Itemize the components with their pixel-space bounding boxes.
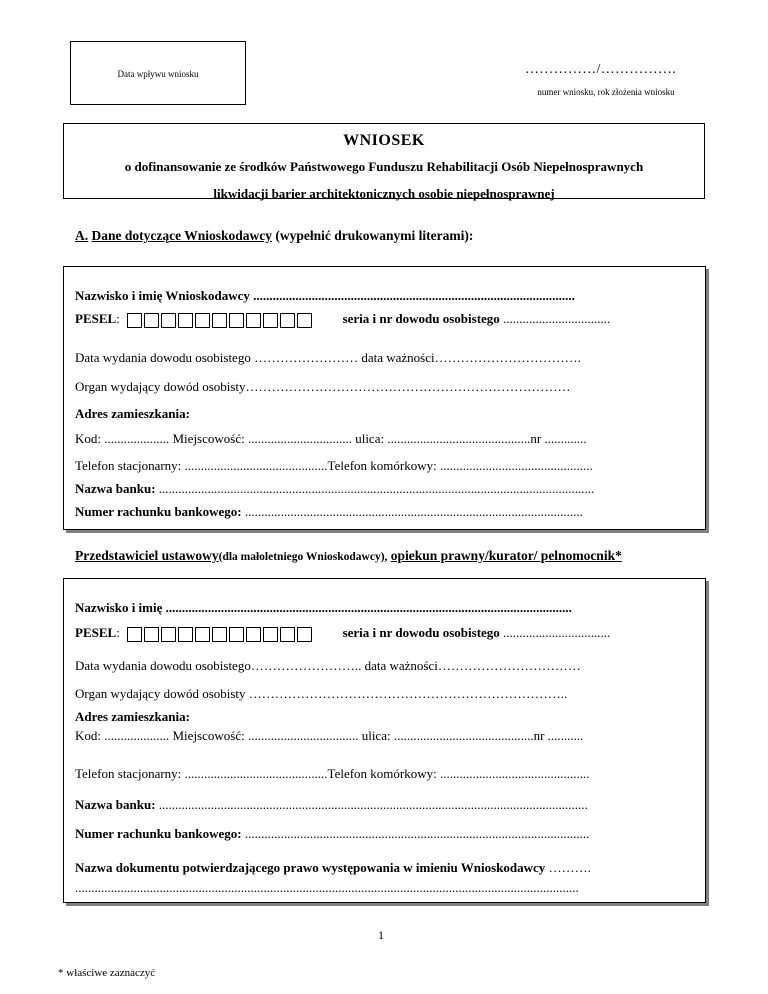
account-number-label: Numer rachunku bankowego: [75,826,242,841]
pesel-digit-box[interactable] [229,627,244,642]
representative-title: Przedstawiciel ustawowy [75,548,219,563]
rep-name-field[interactable]: ............................................................................................................................. [165,600,572,615]
bank-name-label: Nazwa banku: [75,481,156,496]
account-number-label: Numer rachunku bankowego: [75,504,242,519]
pesel-digit-box[interactable] [212,627,227,642]
rep-document-row [75,860,591,876]
applicant-name-field[interactable]: ................................................................................................... [253,288,575,303]
footnote: * właściwe zaznaczyć [58,967,156,979]
applicant-name-row [75,288,575,304]
section-a-title: Dane dotyczące Wnioskodawcy [91,228,272,243]
pesel-digit-box[interactable] [229,313,244,328]
rep-name-row [75,600,572,616]
pesel-digit-box[interactable] [297,313,312,328]
pesel-digit-box[interactable] [212,313,227,328]
pesel-digit-box[interactable] [246,627,261,642]
authorization-document-field[interactable]: ………. [548,860,591,875]
pesel-label: PESEL [75,311,117,326]
rep-pesel-input[interactable] [127,627,314,642]
id-series-label: seria i nr dowodu osobistego [342,311,500,326]
rep-address-label: Adres zamieszkania: [75,709,190,724]
representative-heading [75,548,622,564]
authorization-document-label: Nazwa dokumentu potwierdzającego prawo występowania w imieniu Wnioskodawcy [75,860,546,875]
account-number-field[interactable]: .......................................................................................................... [244,826,590,841]
rep-issuer-field[interactable]: Organ wydający dowód osobisty ……………………………………………………………….. [75,686,568,701]
title-subline-2: likwidacji barier architektonicznych osobie niepełnosprawnej [213,186,555,201]
rep-pesel-row [75,625,610,642]
pesel-digit-box[interactable] [178,627,193,642]
account-number-field[interactable]: ........................................................................................................ [244,504,583,519]
section-a-heading [75,228,473,244]
rep-address-field[interactable]: Kod: .................... Miejscowość: .................................. ulica: ...........................................nr ........... [75,728,584,743]
applicant-bank-row [75,481,594,497]
guardian-title: opiekun prawny/kurator/ pelnomocnik* [390,548,622,563]
id-series-label: seria i nr dowodu osobistego [342,625,500,640]
representative-note: (dla małoletniego Wnioskodawcy), [218,551,388,563]
receipt-date-label: Data wpływu wniosku [117,69,199,79]
pesel-digit-box[interactable] [161,313,176,328]
page-number: 1 [378,928,384,942]
title-subline-1: o dofinansowanie ze środków Państwowego Funduszu Rehabilitacji Osób Niepełnosprawnych [124,159,644,174]
applicant-pesel-input[interactable] [127,313,314,328]
section-a-note: (wypełnić drukowanymi literami): [275,228,474,243]
application-number-caption: numer wniosku, rok złożenia wniosku [537,87,675,97]
pesel-digit-box[interactable] [263,627,278,642]
pesel-digit-box[interactable] [144,313,159,328]
pesel-colon: : [116,311,120,326]
rep-bank-row [75,797,588,813]
pesel-digit-box[interactable] [280,627,295,642]
pesel-colon: : [116,625,120,640]
application-number-field[interactable]: ……………/……………. [525,62,676,77]
receipt-date-box[interactable] [70,41,246,105]
section-a-letter: A. [75,228,89,243]
applicant-account-row [75,504,583,520]
rep-account-row [75,826,589,842]
pesel-digit-box[interactable] [195,313,210,328]
applicant-issue-date-field[interactable]: Data wydania dowodu osobistego …………………… data ważności……………………………. [75,350,581,365]
pesel-label: PESEL [75,625,117,640]
pesel-digit-box[interactable] [127,627,142,642]
pesel-digit-box[interactable] [127,313,142,328]
page-title: WNIOSEK [343,132,425,149]
id-series-field[interactable]: ................................. [503,625,611,640]
id-series-field[interactable]: ................................. [503,311,611,326]
applicant-issuer-field[interactable]: Organ wydający dowód osobisty………………………………………………………………… [75,379,571,394]
applicant-address-field[interactable]: Kod: .................... Miejscowość: ................................ ulica: ............................................nr ............. [75,431,587,446]
pesel-digit-box[interactable] [144,627,159,642]
applicant-pesel-row [75,311,610,328]
bank-name-field[interactable]: .................................................................................................................................... [158,797,588,812]
applicant-phone-field[interactable]: Telefon stacjonarny: ............................................Telefon komórkowy: ............................................... [75,458,593,473]
bank-name-label: Nazwa banku: [75,797,156,812]
pesel-digit-box[interactable] [246,313,261,328]
pesel-digit-box[interactable] [297,627,312,642]
rep-phone-field[interactable]: Telefon stacjonarny: ............................................Telefon komórkowy: .............................................. [75,766,590,781]
authorization-document-field-line2[interactable]: ........................................................................................................................................................... [75,880,579,895]
pesel-digit-box[interactable] [280,313,295,328]
rep-issue-date-field[interactable]: Data wydania dowodu osobistego…………………….. data ważności…………………………… [75,658,581,673]
applicant-name-label: Nazwisko i imię Wnioskodawcy [75,288,250,303]
pesel-digit-box[interactable] [178,313,193,328]
applicant-address-label: Adres zamieszkania: [75,406,190,421]
rep-name-label: Nazwisko i imię [75,600,163,615]
pesel-digit-box[interactable] [195,627,210,642]
bank-name-field[interactable]: ...................................................................................................................................... [158,481,595,496]
pesel-digit-box[interactable] [263,313,278,328]
pesel-digit-box[interactable] [161,627,176,642]
title-box [63,123,705,199]
